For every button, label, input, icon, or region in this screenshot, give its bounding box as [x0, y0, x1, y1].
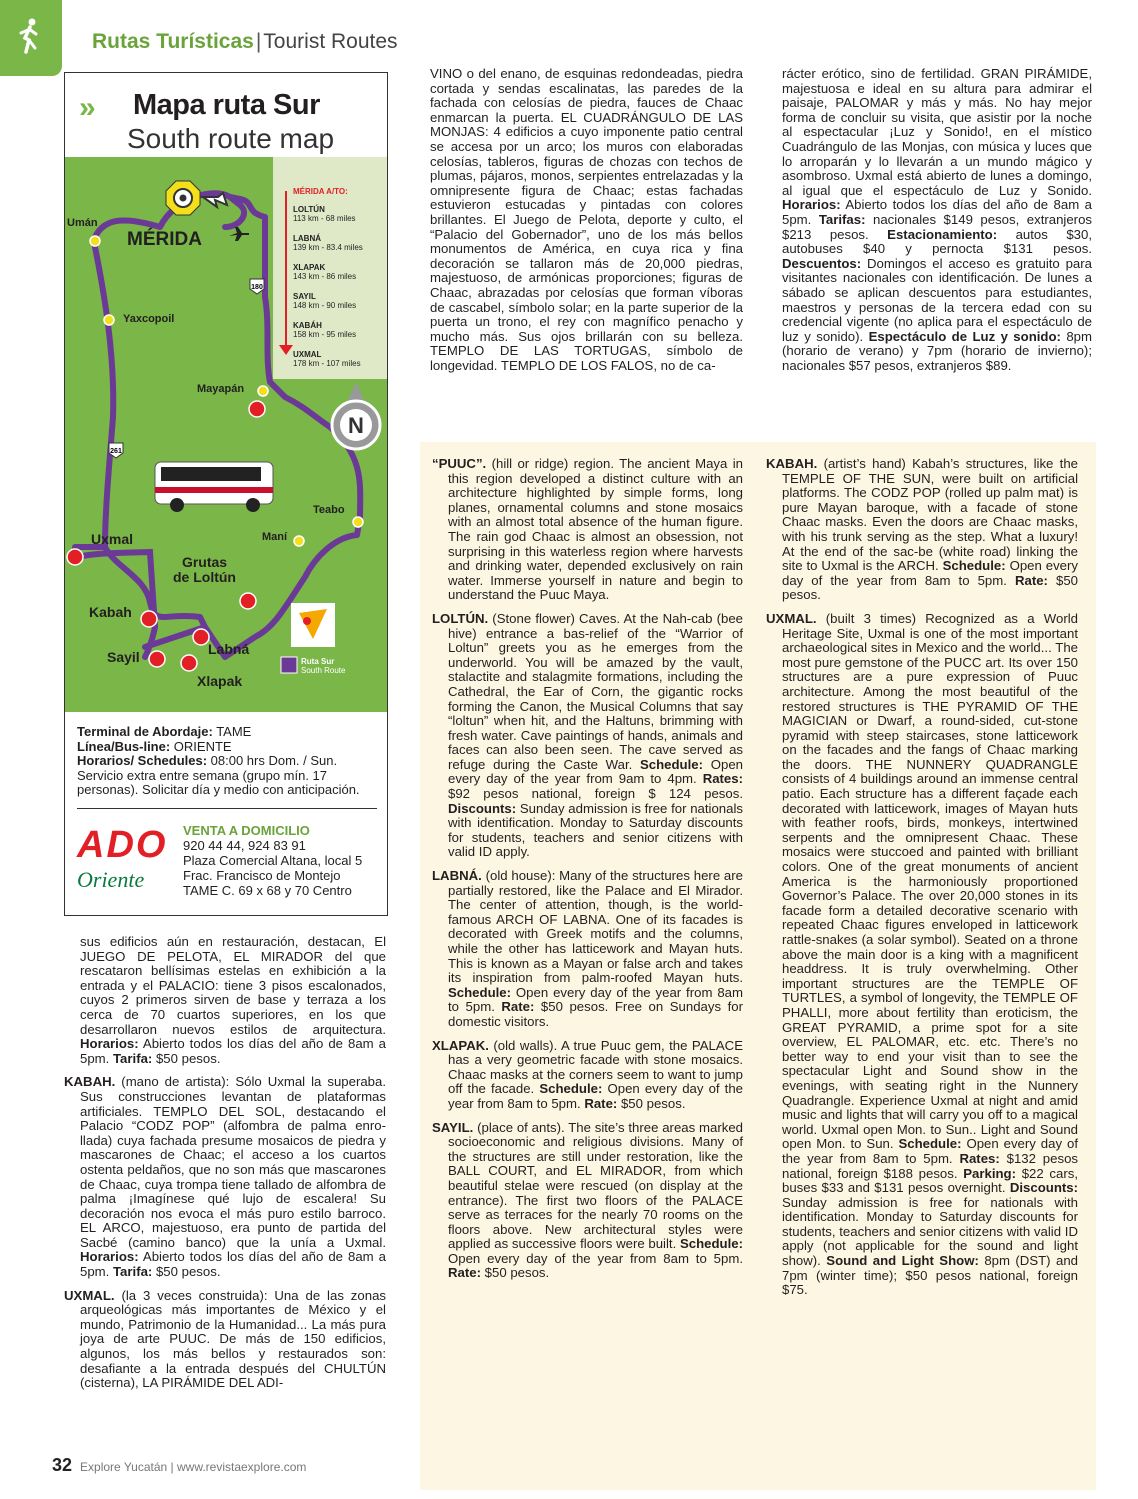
compass-icon — [332, 382, 380, 449]
route-map-box — [64, 72, 388, 916]
english-column-right — [766, 457, 1078, 1307]
label-xlapak: Xlapak — [197, 673, 243, 689]
text: $50 pesos. — [617, 1095, 686, 1111]
ado-logo-mark: ADO — [77, 824, 168, 866]
footer — [52, 1455, 306, 1476]
english-column-middle — [432, 457, 743, 1290]
site-paragraph — [432, 1121, 743, 1282]
legend-item-distance: 139 km - 83.4 miles — [293, 243, 363, 252]
legend-item — [293, 321, 356, 339]
text: (la 3 veces construida): Una de las zonas arqueológicas más importantes de México y el mundo, Patrimonio de la Humanidad... La más pura joya de arte PUUC. De más de 150 edificios, algunos, los más bellos y restaurados son: desafiante a la entrada después del CHULTÚN (cisterna), LA PIRÁMIDE DEL ADI- — [80, 1287, 386, 1391]
ado-logo — [77, 825, 167, 893]
legend-item-name: SAYIL — [293, 292, 316, 301]
label: Sound and Light Show: — [826, 1253, 979, 1269]
text: (built 3 times) Recognized as a World Heritage Site, Uxmal is one of the most important archaeological sites in Mexico and the world... The most pure gemstone of the PUCC art. Its over 150 structures are a pure expression of Puuc architecture. Among the most beautiful of the restored structures is THE PYRAMID OF THE MAGICIAN or Dwarf, a round-sided, cut-stone pyramid with steep staircases, stone latticework on the facades and the fangs of Chaac marking the doors. THE NUNNERY QUADRANGLE consists of 4 buildings around an immense central patio. Each structure has a different façade each decorated with latticework, images of Mayan huts with feather roofs, birds, monkeys, intertwined serpents and the omnipresent Chaac. These mosaics were stuccoed and painted with brilliant colors. One of the great monuments of ancient America is the harmoniously proportioned Governor’s Palace. The over 20,000 stones in its facade form a detailed decorative scenario with repeated Chaac figures enveloped in latticework rattle-snakes (a solar symbol). Seated on a throne above the main door is a king with a magnificent headdress. It is truly overwhelming. Other important structures are the TEMPLE OF TURTLES, a symbol of longevity, the TEMPLE OF PHALLI, more about fertility than eroticism, the GREAT PYRAMID, a prime spot for a site overview, EL PALOMAR, etc. etc. There’s no better way to end your visit than to see the spectacular Light and Sound show in the evenings, with seating right in the Nunnery Quadrangle. Experience Uxmal at night and amid music and lights that will carry you off to a magical world. Uxmal open Mon. to Sun.. Light and Sound open Mon. to Sun. — [782, 610, 1078, 1152]
site-heading: KABAH. — [64, 1074, 116, 1090]
legend-item — [293, 205, 356, 223]
label: Horarios: — [80, 1036, 139, 1052]
site-heading: KABAH. — [766, 456, 818, 471]
text: Sunday admission is free for nationals with identification. Monday to Saturday discounts for students, teachers and senior citizens with valid ID apply (not applicable for the sound and light show). — [782, 1194, 1078, 1269]
text: sus edificios aún en restauración, destacan, El JUEGO DE PELOTA, EL MIRADOR del que rescataron bellísimas estelas en exhibición a la entrada y el PALACIO: tiene 3 pisos escalonados, cuyos 2 primeros sirven de base y terraza a los cerca de 70 cuartos superiores, en los que desarrollaron nuevos estilos de arquitectura. — [80, 934, 386, 1037]
legend-item-distance: 113 km - 68 miles — [293, 214, 356, 223]
text: autos $30, autobuses $40 y pernocta $131 pesos. — [782, 226, 1092, 257]
label-grutas-1: Grutas — [181, 554, 228, 570]
label-mayapan: Mayapán — [197, 383, 245, 395]
site-paragraph — [432, 612, 743, 860]
walking-person-icon — [16, 18, 42, 54]
yucatan-location-icon — [291, 603, 335, 647]
label: Descuentos: — [782, 255, 862, 271]
map-subtitle: South route map — [127, 123, 335, 154]
label: Rates: — [702, 771, 743, 787]
site-heading: XLAPAK. — [432, 1037, 489, 1053]
label-yaxcopoil: Yaxcopoil — [123, 313, 175, 325]
route-map — [65, 157, 387, 712]
home-sales-line: 920 44 44, 924 83 91 — [183, 838, 306, 853]
legend-item-name: KABÁH — [293, 321, 322, 330]
legend-item-name: UXMAL — [293, 350, 322, 359]
label-uxmal: Uxmal — [91, 531, 134, 547]
header-spanish: Rutas Turísticas — [92, 30, 254, 53]
text: Open every day of the year from 8am to 5pm. — [782, 558, 1078, 588]
label-kabah: Kabah — [89, 604, 132, 620]
legend-title: MÉRIDA A/TO: — [293, 187, 348, 196]
road-sign-180 — [250, 279, 264, 294]
text: $132 pesos national, foreign $188 pesos. — [782, 1150, 1078, 1181]
paragraph — [782, 67, 1092, 373]
text: Abierto todos los días del año de 8am a 5pm. — [782, 197, 1092, 227]
legend-item-distance: 158 km - 95 miles — [293, 330, 357, 339]
legend-item-name: LABNÁ — [293, 234, 321, 243]
text: $22 cars, buses $33 and $131 pesos overnight. — [782, 1165, 1078, 1196]
section-tab — [0, 0, 62, 76]
label: Rates: — [959, 1150, 1000, 1166]
text: Abierto todos los días del año de 8am a 5pm. — [80, 1036, 386, 1066]
label-grutas-2: de Loltún — [173, 569, 236, 585]
site-paragraph — [766, 457, 1078, 603]
label: Tarifa: — [112, 1050, 153, 1066]
svg-text:N: N — [348, 413, 364, 438]
label: Schedule: — [942, 558, 1006, 574]
text: $50 pesos. Free on Sundays for domestic visitors. — [448, 999, 743, 1029]
text: (artist’s hand) Kabah’s structures, like the TEMPLE OF THE SUN, were built on artificial platforms. The CODZ POP (rolled up palm mat) is pure Mayan baroque, with a facade of stone Chaac masks. Even the doors are Chaac masks, with his trunk serving as the step. What a luxury! At the end of the sac-be (white road) linking the site to Uxmal is the ARCH. — [782, 456, 1078, 574]
site-heading: SAYIL. — [432, 1119, 474, 1135]
bus-info — [77, 725, 377, 798]
label: Parking: — [963, 1165, 1016, 1181]
label: Discounts: — [1009, 1180, 1078, 1196]
terminal-key: Terminal de Abordaje: — [77, 724, 213, 739]
label-uman: Umán — [67, 217, 98, 229]
label: Schedule: — [898, 1136, 962, 1152]
site-paragraph — [766, 612, 1078, 1298]
text: rácter erótico, sino de fertilidad. GRAN PIRÁMIDE, majestuosa e ideal en su altura para admirar el paisaje, PALOMAR y más y más. No hay mejor forma de concluir su visita, que asistir por la noche al espectacular ¡Luz y Sonido!, en el místico Cuadrángulo de las Monjas, con música y luces que lo arroparán y lo llevarán a un mundo mágico y asombroso. Uxmal está abierto de lunes a domingo, al igual que el espectáculo de Luz y Sonido. — [782, 66, 1092, 198]
home-sales — [183, 823, 362, 898]
legend-item-distance: 143 km - 86 miles — [293, 272, 357, 281]
site-heading: UXMAL. — [64, 1287, 115, 1303]
chevron-icon: » — [79, 91, 90, 124]
label: Rate: — [501, 999, 535, 1015]
legend-item — [293, 292, 356, 310]
spanish-column-left — [64, 935, 386, 1400]
label: Discounts: — [448, 800, 517, 816]
paragraph: VINO o del enano, de esquinas redondeadas, piedra cortada y sendas escalinatas, las paredes de la fachada con celosías de piedra, fauces de Chaac enmarcan la puerta. EL CUADRÁNGULO DE LAS MONJAS: 4 edificios a cuyo imponente patio central se accesa por un arco; los muros con elaboradas celosías, tableros, figuras de chozas con techos de plumas, pájaros, monos, serpientes entrelazadas y la omnipresente figura de Chaac; estas fachadas estuvieron estucadas y pintadas con colores brillantes. El Juego de Pelota, deporte y culto, el “Palacio del Gobernador”, uno de los más bellos monumentos de América, en cuya rica y fina decoración se tallaron más de 20,000 piedras, majestuoso, de armónicas proporciones; figuras de Chaac, abrazadas por celosías que forman víboras de cascabel, símbolo solar; en la parte superior de la puerta un trono, el rey con magnífico penacho y mucho más. Sus ojos brillarán con su belleza. TEMPLO DE LAS TORTUGAS, símbolo de longevidad. TEMPLO DE LOS FALOS, no de ca- — [430, 66, 743, 373]
label: Rate: — [1014, 572, 1048, 588]
site-paragraph — [432, 457, 743, 603]
paragraph — [64, 1289, 386, 1391]
route-legend-en: South Route — [301, 666, 346, 675]
paragraph — [64, 1075, 386, 1279]
text: Sunday admission is free for nationals with identification. Monday to Saturday discounts for students, teachers and senior citizens with valid ID apply. — [448, 800, 743, 860]
route-legend-label — [301, 657, 345, 675]
footer-text: Explore Yucatán | www.revistaexplore.com — [80, 1460, 307, 1474]
text: (Stone flower) Caves. At the Nah-cab (bee hive) entrance a bas-relief of the “Warrior of Loltun” greets you as he emerges from the underworld. You will be amazed by the vault, stalactite and stalagmite formations, including the Cathedral, the Ear of Corn, the gigantic rocks forming the Canon, the Musical Columns that say “loltun” when hit, and the Haltuns, brimming with fresh water. Cave paintings of hands, animals and faces can also been seen. The cave served as refuge during the Caste War. — [448, 610, 743, 772]
label-grutas — [173, 555, 236, 585]
text: Abierto todos los días del año de 8am a 5pm. — [80, 1249, 386, 1280]
bus-line-value: ORIENTE — [170, 738, 232, 754]
text: 8pm (horario de verano) y 7pm (horario de invierno); nacionales $57 pesos, extranjeros $89. — [782, 328, 1092, 373]
header-separator: | — [255, 30, 262, 53]
text: (old house): Many of the structures here are partially restored, like the Palace and El Mirador. The center of attention, though, is the world-famous ARCH OF LABNA. One of its facades is decorated with Greek motifs and the columns, while the other has latticework and Mayan huts. This is known as a Mayan or false arch and takes its inspiration from palm-roofed Mayan huts. — [448, 868, 743, 986]
merida-marker — [166, 181, 200, 215]
schedules-key: Horarios/ Schedules: — [77, 753, 208, 768]
home-sales-line: TAME C. 69 x 68 y 70 Centro — [183, 883, 352, 898]
label: Rate: — [448, 1265, 481, 1281]
label-merida: MÉRIDA — [127, 229, 202, 250]
label: Tarifa: — [112, 1264, 153, 1280]
legend-item-distance: 178 km - 107 miles — [293, 359, 361, 368]
schedules-value: 08:00 hrs Dom. / Sun. Servicio extra entre semana (grupo mín. 17 personas). Solicitar día y medio con anticipación. — [77, 753, 360, 797]
text: nacionales $149 pesos, extranjeros $213 pesos. — [782, 211, 1092, 242]
label-mani: Maní — [262, 531, 288, 543]
site-heading: “PUUC”. — [432, 456, 487, 471]
svg-text:261: 261 — [110, 448, 122, 455]
legend-item-distance: 148 km - 90 miles — [293, 301, 357, 310]
text: $50 pesos. — [152, 1050, 221, 1066]
home-sales-line: Frac. Francisco de Montejo — [183, 868, 341, 883]
text: Open every day of the year from 9am to 4pm. — [448, 756, 743, 787]
section-header — [92, 30, 398, 54]
paragraph — [64, 935, 386, 1066]
svg-text:180: 180 — [251, 284, 263, 291]
legend-item-name: LOLTÚN — [293, 205, 325, 214]
label: Schedule: — [679, 1236, 743, 1252]
oriente-logo-mark: Oriente — [77, 867, 145, 892]
text: (mano de artista): Sólo Uxmal la superaba. Sus construcciones levantan de plataformas artificiales. TEMPLO DEL SOL, destacando el Palacio “CODZ POP” (alfombra de palma enro-llada) cuya fachada presume mosaicos de piedra y mascarones de Chaac; el acceso a los cuartos ostenta peldaños, que no son más que mascarones de Chaac, cuya trompa tiene tallado de alfombra de palma ¡Imagínese qué lujo de escalera! Su decoración nos evoca el más puro estilo barroco. EL ARCO, majestuoso, era punto de partida del Sacbé (camino banco) que la unía a Uxmal. — [80, 1074, 386, 1250]
bus-image — [155, 462, 273, 512]
home-sales-title: VENTA A DOMICILIO — [183, 823, 310, 838]
label: Schedule: — [639, 756, 704, 772]
text: (place of ants). The site’s three areas marked socioeconomic and religious divisions. Many of the structures are still under restoration, like the BALL COURT, and EL MIRADOR, from which beautiful stelae were rescued (on display at the entrance). The first two floors of the PALACE serve as terraces for the nearly 70 rooms on the floors above. New architectural styles were applied as successive floors were built. — [448, 1119, 743, 1252]
route-legend-es: Ruta Sur — [301, 657, 335, 666]
site-heading: LOLTÚN. — [432, 610, 489, 626]
text: Open every day of the year from 8am to 5pm. — [448, 1081, 744, 1111]
site-heading: LABNÁ. — [432, 868, 482, 884]
label: Espectáculo de Luz y sonido: — [868, 328, 1061, 344]
text: $92 pesos national, foreign $ 124 pesos. — [448, 786, 743, 802]
label: Estacionamiento: — [887, 226, 998, 242]
map-title: Mapa ruta Sur — [133, 89, 320, 121]
bus-line-key: Línea/Bus-line: — [77, 738, 171, 754]
text: $50 pesos. — [480, 1265, 550, 1281]
terminal-value: TAME — [212, 724, 252, 739]
text: Domingos el acceso es gratuito para visitantes nacionales con identificación. De lunes a sábado se aplican descuentos para estudiantes, maestros y personas de la tercera edad con su credencial vigente (no aplica para el espectáculo de luz y sonido). — [782, 255, 1092, 344]
legend-item — [293, 350, 361, 368]
header-english: Tourist Routes — [263, 30, 398, 53]
divider — [77, 808, 377, 809]
site-heading: UXMAL. — [766, 610, 817, 626]
label: Schedule: — [448, 984, 512, 1000]
label: Schedule: — [539, 1081, 603, 1097]
text: (hill or ridge) region. The ancient Maya in this region developed a distinct culture with an architecture highlighted by simple forms, long planes, ornamental columns and stone mosaics with an almost total absence of the human figure. The rain god Chaac is almost an obsession, not surprising in this waterless region where harvests and drinking water, depended exclusively on rain water. Immerse yourself in nature and begin to understand the Puuc Maya. — [448, 456, 743, 603]
text: $50 pesos. — [782, 572, 1079, 603]
legend-item — [293, 234, 363, 252]
text: Open every day of the year from 8am to 5pm. — [448, 984, 743, 1015]
label: Tarifas: — [818, 211, 866, 227]
site-paragraph — [432, 1039, 743, 1112]
distance-legend — [273, 157, 387, 379]
text: Open every day of the year from 8am to 5pm. — [782, 1136, 1078, 1166]
label: Horarios: — [80, 1249, 139, 1265]
text: Open every day of the year from 8am to 5pm. — [448, 1250, 743, 1266]
spanish-column-middle — [430, 67, 743, 382]
label-labna: Labná — [208, 641, 250, 657]
spanish-column-right — [782, 67, 1092, 382]
legend-item-name: XLAPAK — [293, 263, 326, 272]
label-teabo: Teabo — [313, 504, 345, 516]
text: 8pm (DST) and 7pm (winter time); $50 pesos national, foreign $75. — [782, 1253, 1079, 1298]
legend-item — [293, 263, 356, 281]
text: (old walls). A true Puuc gem, the PALACE has a very geometric facade with stone mosaics. Chaac masks at the corners seem to want to jump off the facade. — [448, 1037, 743, 1097]
route-legend-swatch — [281, 657, 297, 673]
text: $50 pesos. — [152, 1264, 221, 1280]
page-number: 32 — [52, 1455, 73, 1475]
site-paragraph — [432, 869, 743, 1030]
home-sales-line: Plaza Comercial Altana, local 5 — [183, 853, 363, 868]
label-sayil: Sayil — [107, 649, 140, 665]
label: Horarios: — [782, 197, 841, 213]
label: Rate: — [584, 1095, 618, 1111]
